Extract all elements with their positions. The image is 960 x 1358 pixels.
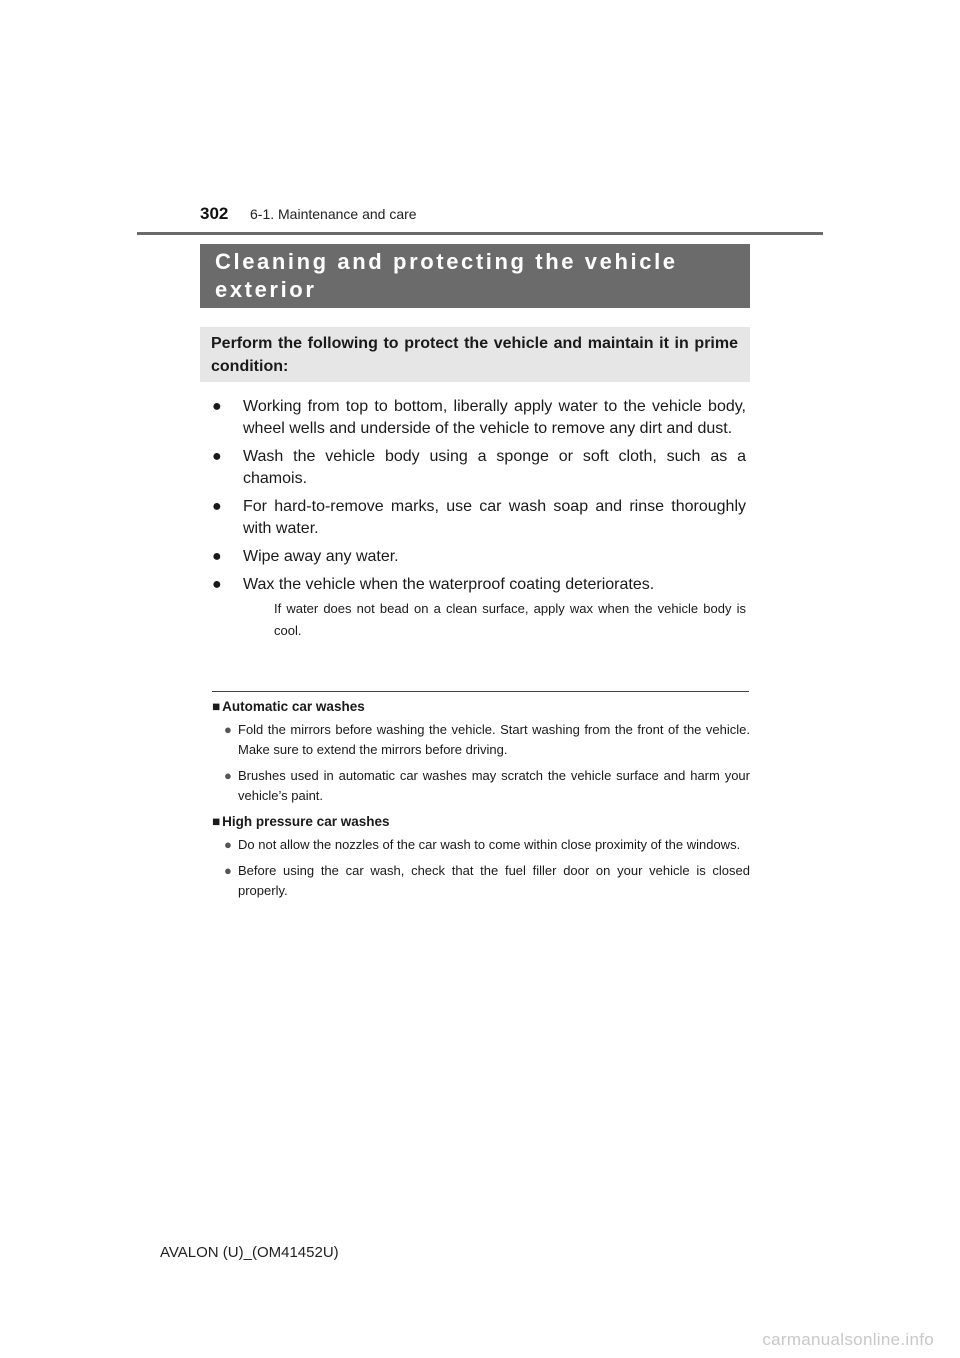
page-number: 302 — [200, 204, 229, 223]
note-item: ● Do not allow the nozzles of the car wash to come within close proximity of the windows. — [212, 835, 750, 855]
note-item: ● Before using the car wash, check that the fuel filler door on your vehicle is closed properly. — [224, 863, 750, 898]
note-list-high-pressure — [212, 835, 750, 901]
square-bullet-icon: ■ — [212, 814, 221, 829]
note-heading-automatic: ■ Automatic car washes — [212, 699, 365, 714]
page-title — [215, 248, 736, 304]
notes-section — [212, 697, 750, 907]
note-item: ● Fold the mirrors before washing the vehicle. Start washing from the front of the vehicle. Make sure to extend the mirrors before driving. — [224, 722, 750, 757]
step-item — [212, 446, 746, 490]
step-item — [212, 496, 746, 540]
step-text: For hard-to-remove marks, use car wash soap and rinse thoroughly with water. — [243, 498, 746, 537]
step-item — [212, 546, 746, 568]
section-divider — [212, 691, 749, 692]
page-footer: AVALON (U)_(OM41452U) — [160, 1244, 339, 1261]
page-title-line2: exterior — [215, 277, 317, 302]
bullet-icon: ● — [212, 498, 222, 515]
bullet-icon: ● — [212, 398, 222, 415]
watermark: carmanualsonline.info — [762, 1330, 934, 1349]
bullet-icon: ● — [224, 768, 232, 783]
step-note: If water does not bead on a clean surface, apply wax when the vehicle body is cool. — [274, 601, 746, 638]
note-list-automatic — [212, 720, 750, 806]
note-item: ● Brushes used in automatic car washes may scratch the vehicle surface and harm your vehicle’s paint. — [224, 768, 750, 803]
bullet-icon: ● — [224, 722, 232, 737]
square-bullet-icon: ■ — [212, 699, 221, 714]
bullet-icon: ● — [212, 576, 222, 593]
step-text: Wax the vehicle when the waterproof coating deteriorates. — [243, 576, 655, 593]
step-text: Wash the vehicle body using a sponge or soft cloth, such as a chamois. — [243, 448, 746, 487]
bullet-icon: ● — [212, 448, 222, 465]
bullet-icon: ● — [212, 548, 222, 565]
note-heading-high-pressure: ■ High pressure car washes — [212, 814, 390, 829]
section-title: 6-1. Maintenance and care — [250, 206, 417, 222]
steps-list — [212, 396, 746, 648]
bullet-icon: ● — [224, 837, 232, 852]
title-bar — [200, 244, 750, 308]
bullet-icon: ● — [224, 863, 232, 878]
step-item — [212, 396, 746, 440]
page-title-line1: Cleaning and protecting the vehicle — [215, 249, 678, 274]
step-text: Working from top to bottom, liberally apply water to the vehicle body, wheel wells and underside of the vehicle to remove any dirt and dust. — [243, 398, 746, 437]
intro-box: Perform the following to protect the vehicle and maintain it in prime condition: — [200, 327, 750, 382]
step-item — [212, 574, 746, 642]
header-rule — [137, 232, 823, 235]
page-header — [200, 204, 417, 224]
step-text: Wipe away any water. — [243, 548, 399, 565]
